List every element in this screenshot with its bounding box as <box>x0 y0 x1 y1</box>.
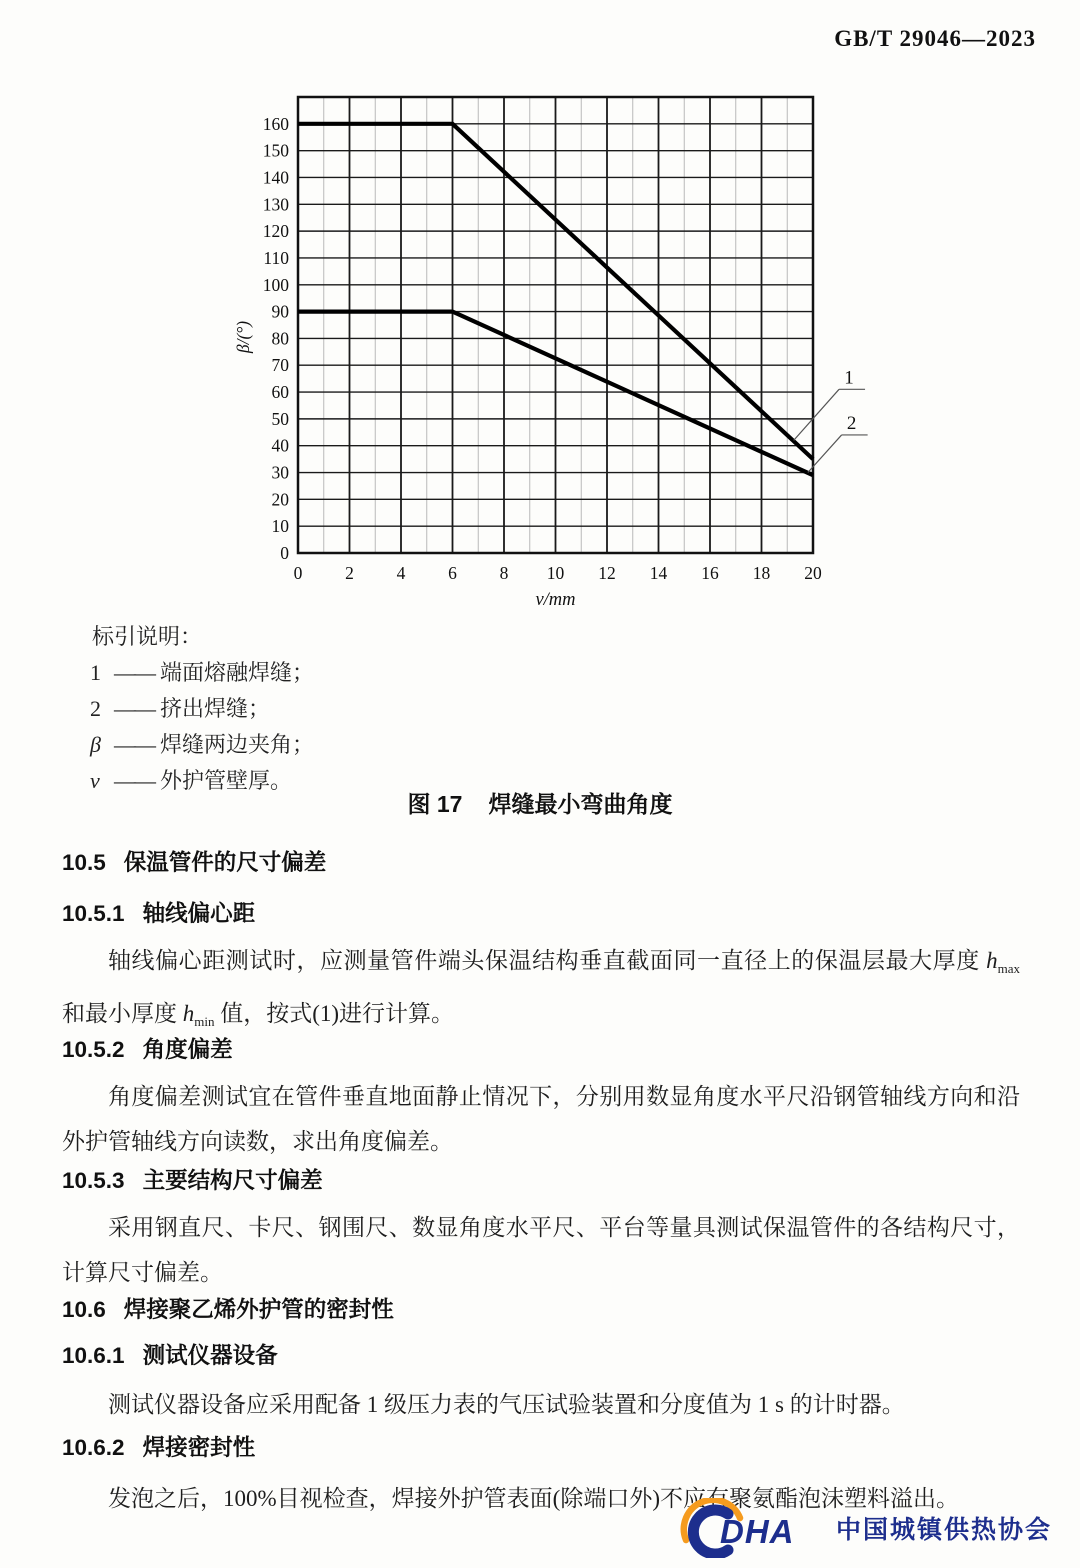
paragraph-10-6-2: 发泡之后，100%目视检查，焊接外护管表面(除端口外)不应有聚氨酯泡沫塑料溢出。 <box>108 1486 959 1511</box>
y-tick-label: 60 <box>271 382 289 403</box>
legend-item-beta <box>90 728 314 759</box>
figure-17-chart <box>225 85 875 610</box>
legend-text: 焊缝两边夹角； <box>160 732 315 757</box>
heading-title: 测试仪器设备 <box>142 1343 278 1368</box>
heading-title: 角度偏差 <box>142 1037 233 1062</box>
heading-10-5 <box>62 845 326 877</box>
variable-h: h <box>986 948 998 973</box>
heading-10-5-2 <box>62 1032 233 1064</box>
y-tick-label: 30 <box>271 462 289 483</box>
figure-title: 焊缝最小弯曲角度 <box>488 791 673 817</box>
legend-item-2 <box>90 692 270 723</box>
y-tick-label: 110 <box>263 247 289 268</box>
legend-dash: —— <box>114 732 154 757</box>
subscript-min: min <box>194 1014 215 1029</box>
legend-text: 挤出焊缝； <box>160 696 271 721</box>
x-tick-label: 2 <box>345 563 354 583</box>
y-tick-label: 80 <box>271 328 289 349</box>
x-tick-label: 10 <box>546 563 565 583</box>
y-tick-label: 140 <box>262 167 289 188</box>
legend-text: 端面熔融焊缝； <box>160 660 315 685</box>
standard-number: GB/T 29046—2023 <box>834 26 1036 51</box>
legend-key: 2 <box>90 696 101 721</box>
heading-number: 10.5.3 <box>62 1168 125 1193</box>
logo-org-name: 中国城镇供热协会 <box>835 1516 1052 1544</box>
logo-abbr-text: DHA <box>719 1513 795 1550</box>
x-tick-label: 14 <box>649 563 668 583</box>
cdha-logo <box>678 1498 1052 1558</box>
variable-h: h <box>182 1001 195 1026</box>
heading-title: 轴线偏心距 <box>142 901 256 926</box>
paragraph-10-5-1 <box>62 938 1020 1044</box>
weld-bend-angle-chart <box>225 85 875 610</box>
legend-dash: —— <box>114 660 154 685</box>
heading-title: 主要结构尺寸偏差 <box>142 1168 323 1193</box>
y-tick-label: 120 <box>262 221 289 242</box>
heading-number: 10.6 <box>62 1297 106 1322</box>
callout-label-1: 1 <box>844 367 854 389</box>
y-tick-label: 70 <box>271 355 289 376</box>
y-tick-label: 160 <box>262 113 289 134</box>
heading-number: 10.5.2 <box>62 1037 125 1062</box>
x-tick-label: 4 <box>396 563 406 583</box>
callout-leader <box>794 389 839 440</box>
heading-title: 焊接密封性 <box>142 1435 256 1460</box>
y-tick-label: 50 <box>271 408 289 429</box>
heading-10-5-1 <box>62 896 255 928</box>
x-tick-label: 6 <box>448 563 457 583</box>
legend-key: β <box>90 732 101 757</box>
x-tick-label: 12 <box>598 563 616 583</box>
heading-number: 10.5.1 <box>62 901 125 926</box>
paragraph-text: 和最小厚度 <box>62 1001 183 1026</box>
heading-number: 10.5 <box>62 850 106 875</box>
legend-item-1 <box>90 656 314 687</box>
x-tick-label: 18 <box>752 563 771 583</box>
x-tick-label: 20 <box>804 563 822 583</box>
heading-number: 10.6.2 <box>62 1435 125 1460</box>
legend-dash: —— <box>114 768 154 793</box>
paragraph-10-5-2: 角度偏差测试宜在管件垂直地面静止情况下，分别用数显角度水平尺沿钢管轴线方向和沿外护管轴线方向读数，求出角度偏差。 <box>62 1084 1020 1154</box>
x-tick-label: 16 <box>701 563 719 583</box>
heading-number: 10.6.1 <box>62 1343 125 1368</box>
heading-10-6-2 <box>62 1430 255 1462</box>
heading-title: 焊接聚乙烯外护管的密封性 <box>123 1297 394 1322</box>
y-tick-label: 40 <box>271 435 289 456</box>
heading-10-6-1 <box>62 1338 278 1370</box>
callout-label-2: 2 <box>846 412 857 434</box>
x-axis-title: v/mm <box>535 590 576 610</box>
heading-10-5-3 <box>62 1163 323 1195</box>
y-tick-label: 100 <box>262 274 289 295</box>
legend-text: 外护管壁厚。 <box>160 768 293 793</box>
y-tick-label: 0 <box>280 543 289 563</box>
legend-key: v <box>90 768 100 793</box>
y-tick-label: 10 <box>271 516 289 537</box>
paragraph-10-5-3: 采用钢直尺、卡尺、钢围尺、数显角度水平尺、平台等量具测试保温管件的各结构尺寸，计算尺寸偏差。 <box>62 1215 1020 1285</box>
paragraph-text: 轴线偏心距测试时，应测量管件端头保温结构垂直截面同一直径上的保温层最大厚度 <box>108 948 987 973</box>
legend-title: 标引说明： <box>92 624 203 649</box>
figure-number: 图 17 <box>407 791 463 817</box>
y-tick-label: 130 <box>262 194 289 215</box>
figure-caption <box>0 786 1080 819</box>
y-axis-title: β/(°) <box>233 320 253 354</box>
x-tick-label: 8 <box>499 563 509 583</box>
legend-dash: —— <box>114 696 154 721</box>
heading-10-6 <box>62 1292 394 1324</box>
heading-title: 保温管件的尺寸偏差 <box>123 850 327 875</box>
subscript-max: max <box>997 961 1020 976</box>
legend-key: 1 <box>90 660 101 685</box>
y-tick-label: 150 <box>262 140 289 161</box>
y-tick-label: 90 <box>271 301 289 322</box>
x-tick-label: 0 <box>293 563 303 583</box>
y-tick-label: 20 <box>271 489 289 510</box>
paragraph-text: 值，按式(1)进行计算。 <box>214 1001 455 1026</box>
paragraph-10-6-1: 测试仪器设备应采用配备 1 级压力表的气压试验装置和分度值为 1 s 的计时器。 <box>108 1392 905 1417</box>
cdha-logo-icon <box>678 1498 830 1558</box>
